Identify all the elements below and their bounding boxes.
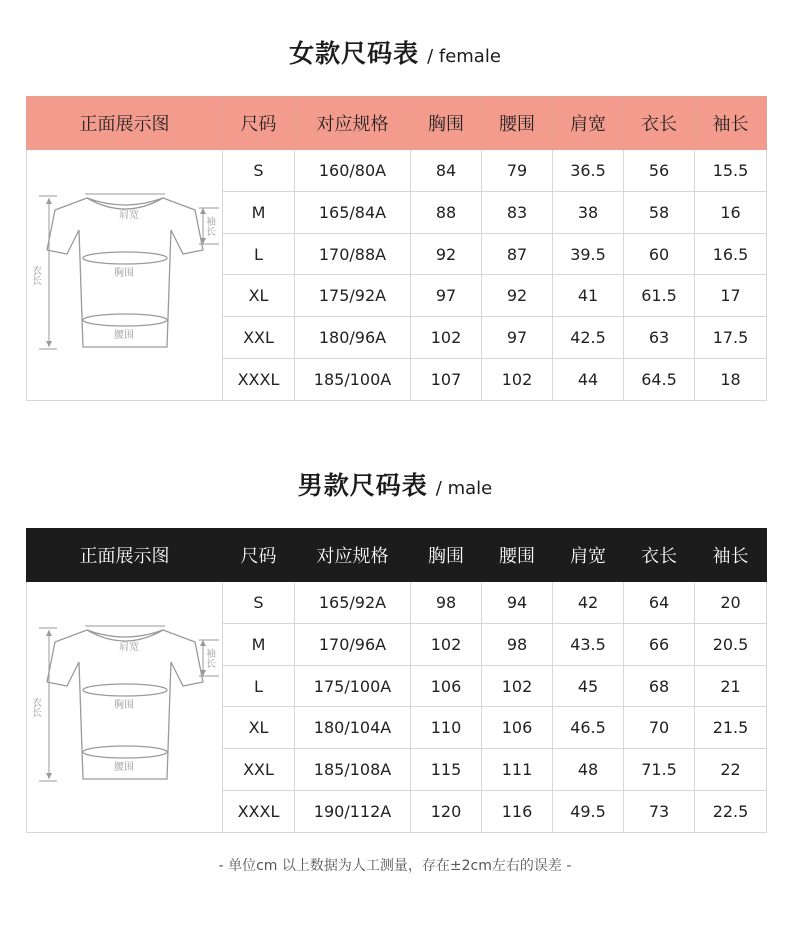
cell-sleeve: 21: [695, 665, 767, 707]
cell-sleeve: 16.5: [695, 233, 767, 275]
header-front-image: 正面展示图: [27, 97, 223, 150]
cell-waist: 102: [482, 359, 553, 401]
female-title: 女款尺码表: [289, 39, 420, 68]
chest-label: 胸围: [114, 268, 134, 279]
cell-chest: 115: [411, 749, 482, 791]
header-chest: 胸围: [411, 529, 482, 582]
female-section-title: [0, 34, 790, 70]
tshirt-measurement-diagram: [27, 150, 223, 396]
cell-chest: 92: [411, 233, 482, 275]
cell-spec: 165/92A: [295, 582, 411, 624]
cell-spec: 180/104A: [295, 707, 411, 749]
header-waist: 腰围: [482, 97, 553, 150]
header-length: 衣长: [624, 529, 695, 582]
cell-size: XL: [223, 707, 295, 749]
header-chest: 胸围: [411, 97, 482, 150]
header-waist: 腰围: [482, 529, 553, 582]
cell-sleeve: 22.5: [695, 791, 767, 833]
cell-shoulder: 36.5: [553, 150, 624, 192]
cell-shoulder: 46.5: [553, 707, 624, 749]
cell-chest: 97: [411, 275, 482, 317]
cell-length: 68: [624, 665, 695, 707]
header-size: 尺码: [223, 97, 295, 150]
length-label: 衣长: [29, 265, 41, 285]
cell-waist: 79: [482, 150, 553, 192]
male-section-title: [0, 466, 790, 502]
cell-length: 66: [624, 623, 695, 665]
cell-shoulder: 44: [553, 359, 624, 401]
cell-size: XXL: [223, 317, 295, 359]
header-size: 尺码: [223, 529, 295, 582]
cell-waist: 106: [482, 707, 553, 749]
sleeve-label: 袖长: [203, 648, 215, 668]
header-length: 衣长: [624, 97, 695, 150]
cell-waist: 102: [482, 665, 553, 707]
cell-chest: 110: [411, 707, 482, 749]
cell-chest: 120: [411, 791, 482, 833]
cell-size: S: [223, 582, 295, 624]
cell-sleeve: 20.5: [695, 623, 767, 665]
cell-size: XXL: [223, 749, 295, 791]
cell-spec: 190/112A: [295, 791, 411, 833]
cell-sleeve: 22: [695, 749, 767, 791]
cell-size: XXXL: [223, 791, 295, 833]
cell-waist: 97: [482, 317, 553, 359]
cell-waist: 98: [482, 623, 553, 665]
cell-size: S: [223, 150, 295, 192]
cell-chest: 98: [411, 582, 482, 624]
cell-spec: 180/96A: [295, 317, 411, 359]
header-shoulder: 肩宽: [553, 97, 624, 150]
male-header-row: [27, 529, 767, 582]
female-subtitle: / female: [427, 46, 501, 67]
cell-spec: 175/92A: [295, 275, 411, 317]
cell-size: L: [223, 233, 295, 275]
cell-waist: 116: [482, 791, 553, 833]
cell-size: XL: [223, 275, 295, 317]
cell-shoulder: 42.5: [553, 317, 624, 359]
header-sleeve: 袖长: [695, 97, 767, 150]
cell-chest: 84: [411, 150, 482, 192]
cell-shoulder: 45: [553, 665, 624, 707]
header-spec: 对应规格: [295, 97, 411, 150]
length-label: 衣长: [29, 697, 41, 717]
cell-spec: 160/80A: [295, 150, 411, 192]
cell-length: 56: [624, 150, 695, 192]
cell-spec: 185/108A: [295, 749, 411, 791]
male-title: 男款尺码表: [297, 471, 428, 500]
cell-length: 64.5: [624, 359, 695, 401]
waist-label: 腰围: [114, 330, 134, 341]
cell-shoulder: 49.5: [553, 791, 624, 833]
cell-waist: 87: [482, 233, 553, 275]
cell-length: 60: [624, 233, 695, 275]
cell-chest: 102: [411, 623, 482, 665]
cell-sleeve: 16: [695, 191, 767, 233]
cell-spec: 185/100A: [295, 359, 411, 401]
cell-size: M: [223, 191, 295, 233]
cell-spec: 165/84A: [295, 191, 411, 233]
male-size-table: [26, 528, 767, 833]
shoulder-label: 肩宽: [119, 642, 139, 653]
cell-length: 73: [624, 791, 695, 833]
cell-shoulder: 43.5: [553, 623, 624, 665]
cell-length: 58: [624, 191, 695, 233]
sleeve-label: 袖长: [203, 216, 215, 236]
cell-chest: 106: [411, 665, 482, 707]
header-spec: 对应规格: [295, 529, 411, 582]
shoulder-label: 肩宽: [119, 210, 139, 221]
cell-sleeve: 17.5: [695, 317, 767, 359]
cell-length: 64: [624, 582, 695, 624]
chest-label: 胸围: [114, 700, 134, 711]
cell-chest: 88: [411, 191, 482, 233]
header-shoulder: 肩宽: [553, 529, 624, 582]
waist-label: 腰围: [114, 762, 134, 773]
male-shirt-diagram-cell: [27, 582, 223, 833]
cell-sleeve: 17: [695, 275, 767, 317]
cell-shoulder: 39.5: [553, 233, 624, 275]
cell-size: M: [223, 623, 295, 665]
cell-chest: 107: [411, 359, 482, 401]
female-header-row: [27, 97, 767, 150]
measurement-note: - 单位cm 以上数据为人工测量，存在±2cm左右的误差 -: [218, 858, 572, 874]
cell-length: 63: [624, 317, 695, 359]
table-row: [27, 150, 767, 192]
cell-shoulder: 42: [553, 582, 624, 624]
male-subtitle: / male: [435, 478, 493, 499]
cell-waist: 83: [482, 191, 553, 233]
cell-sleeve: 20: [695, 582, 767, 624]
cell-spec: 170/96A: [295, 623, 411, 665]
cell-waist: 94: [482, 582, 553, 624]
cell-length: 71.5: [624, 749, 695, 791]
cell-chest: 102: [411, 317, 482, 359]
cell-spec: 175/100A: [295, 665, 411, 707]
tshirt-measurement-diagram: [27, 582, 223, 828]
cell-sleeve: 15.5: [695, 150, 767, 192]
header-sleeve: 袖长: [695, 529, 767, 582]
cell-waist: 92: [482, 275, 553, 317]
cell-length: 61.5: [624, 275, 695, 317]
cell-shoulder: 41: [553, 275, 624, 317]
female-size-table: [26, 96, 767, 401]
cell-sleeve: 21.5: [695, 707, 767, 749]
table-row: [27, 582, 767, 624]
cell-size: L: [223, 665, 295, 707]
cell-shoulder: 48: [553, 749, 624, 791]
cell-sleeve: 18: [695, 359, 767, 401]
cell-shoulder: 38: [553, 191, 624, 233]
header-front-image: 正面展示图: [27, 529, 223, 582]
female-shirt-diagram-cell: [27, 150, 223, 401]
cell-spec: 170/88A: [295, 233, 411, 275]
cell-size: XXXL: [223, 359, 295, 401]
cell-length: 70: [624, 707, 695, 749]
cell-waist: 111: [482, 749, 553, 791]
